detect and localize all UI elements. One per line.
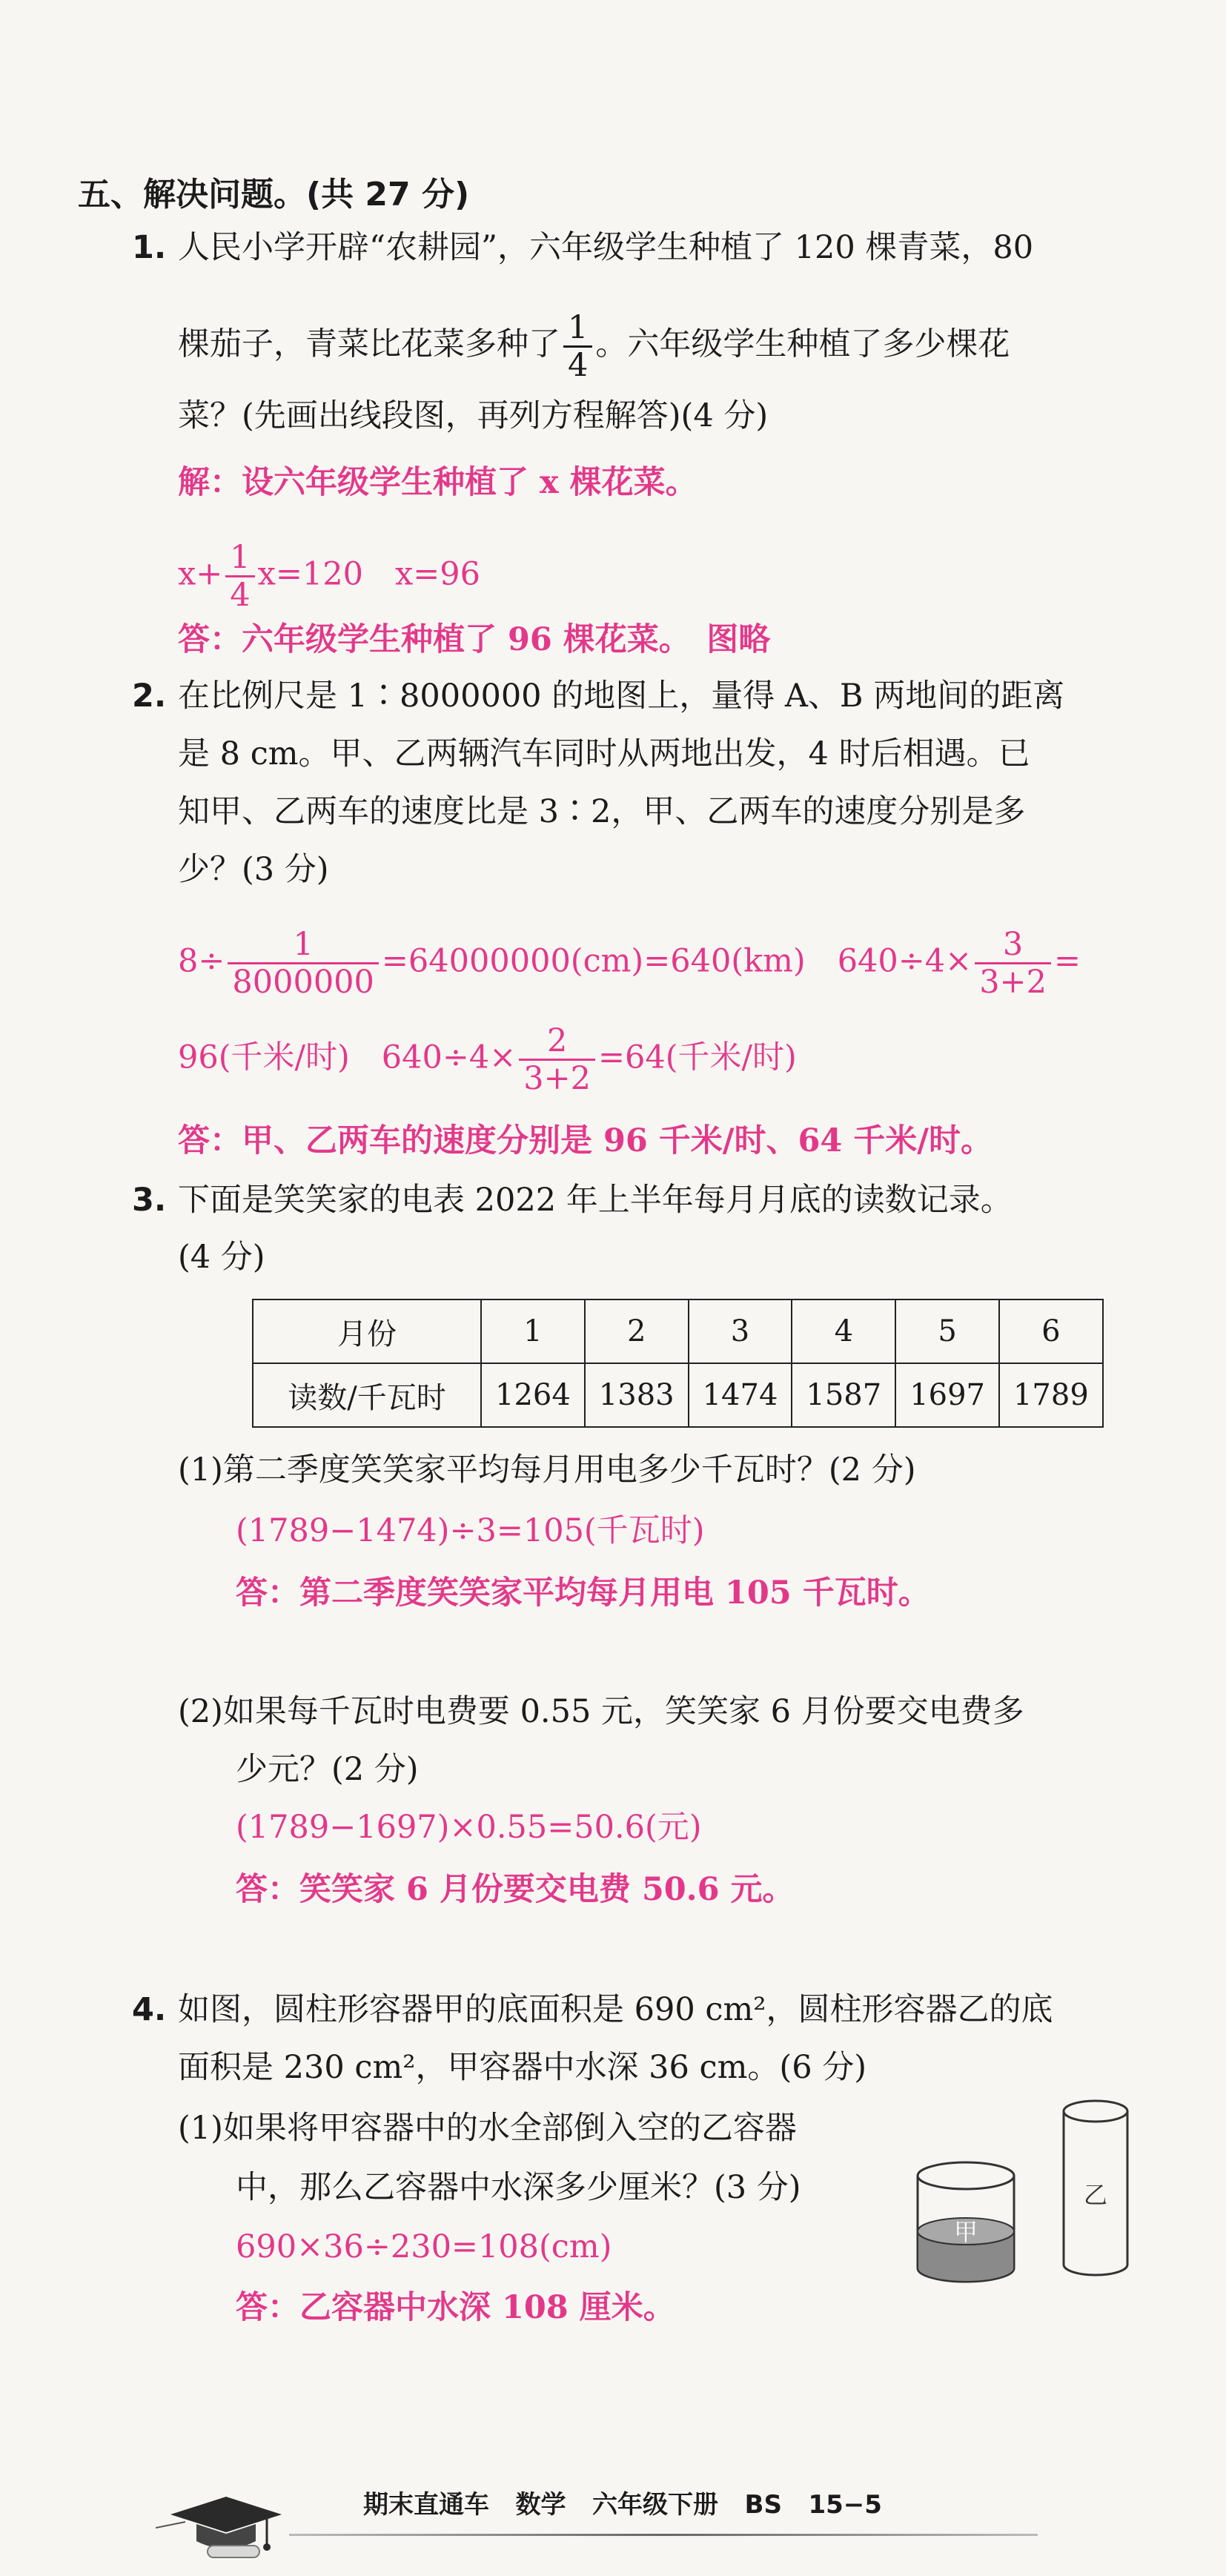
graduation-cap-icon [156,2483,289,2565]
q3-line2: (4 分) [178,1239,265,1276]
cylinder-figure [904,2090,1149,2291]
table-cell: 1587 [792,1363,895,1427]
q2-equation-1: 8÷ $\frac{1}{8000000}$ =64000000(cm)=640(km) 640÷4× $\frac{3}{3+2}$ = [178,926,1081,1001]
table-row [253,1363,1103,1427]
q3-part1-equation: (1789−1474)÷3=105(千瓦时) [236,1512,705,1549]
q3-number: 3. [132,1182,167,1219]
footer-text [363,2482,882,2528]
q3-part2-answer: 答：笑笑家 6 月份要交电费 50.6 元。 [236,1871,795,1908]
q4-number: 4. [132,1991,167,2028]
q2-equation-2: 96(千米/时) 640÷4× $\frac{2}{3+2}$ =64(千米/时) [178,1022,797,1097]
q2-line4: 少？(3 分) [178,851,329,888]
q2-answer: 答：甲、乙两车的速度分别是 96 千米/时、64 千米/时。 [178,1122,993,1159]
table-cell: 1383 [585,1363,689,1427]
q2-line3: 知甲、乙两车的速度比是 3∶2，甲、乙两车的速度分别是多 [178,793,1026,830]
table-cell: 1264 [481,1363,585,1427]
page-footer [0,2476,1226,2576]
table-header-month: 月份 [253,1299,481,1363]
q2-line2: 是 8 cm。甲、乙两辆汽车同时从两地出发，4 时后相遇。已 [178,735,1030,772]
footer-grade: 六年级下册 [592,2490,719,2520]
table-row [253,1299,1103,1363]
q3-part1-answer: 答：第二季度笑笑家平均每月用电 105 千瓦时。 [236,1575,930,1612]
q1-number: 1. [132,229,167,266]
q1-line3: 菜？(先画出线段图，再列方程解答)(4 分) [178,397,769,434]
table-cell: 6 [999,1299,1103,1363]
table-cell: 2 [585,1299,689,1363]
q3-part2-line1: (2)如果每千瓦时电费要 0.55 元，笑笑家 6 月份要交电费多 [178,1693,1024,1730]
q3-part2-equation: (1789−1697)×0.55=50.6(元) [236,1809,702,1846]
q4-line1: 如图，圆柱形容器甲的底面积是 690 cm²，圆柱形容器乙的底 [178,1991,1053,2028]
q1-line1: 人民小学开辟“农耕园”，六年级学生种植了 120 棵青菜，80 [178,229,1034,266]
q1-equation: x+ $\frac{1}{4}$ x=120 x=96 [178,539,480,614]
cylinder-a [918,2162,1014,2282]
q3-part2-line2: 少元？(2 分) [236,1751,419,1788]
q4-part1-equation: 690×36÷230=108(cm) [236,2228,612,2265]
table-cell: 5 [895,1299,999,1363]
table-cell: 4 [792,1299,895,1363]
footer-book: 期末直通车 [363,2490,489,2520]
table-cell: 3 [689,1299,792,1363]
q4-line2: 面积是 230 cm²，甲容器中水深 36 cm。(6 分) [178,2049,867,2086]
q4-part1-answer: 答：乙容器中水深 108 厘米。 [236,2289,675,2326]
q2-line1: 在比例尺是 1∶8000000 的地图上，量得 A、B 两地间的距离 [178,678,1065,715]
q1-fraction: $\frac{1}{4}$ [563,310,592,383]
q1-answer: 答：六年级学生种植了 96 棵花菜。 图略 [178,621,771,658]
table-cell: 1697 [895,1363,999,1427]
cylinder-b [1064,2101,1127,2275]
table-cell: 1474 [689,1363,792,1427]
q4-part1-line2: 中，那么乙容器中水深多少厘米？(3 分) [236,2169,801,2206]
cylinder-b-label: 乙 [1083,2181,1108,2209]
q1-line2: 棵茄子，青菜比花菜多种了 $\frac{1}{4}$ 。六年级学生种植了多少棵花 [178,309,1010,384]
table-header-reading: 读数/千瓦时 [253,1363,481,1427]
table-cell: 1789 [999,1363,1103,1427]
q4-part1-line1: (1)如果将甲容器中的水全部倒入空的乙容器 [178,2110,797,2147]
footer-rule [289,2534,1038,2536]
meter-reading-table [252,1299,1104,1428]
q1-answer-let: 解：设六年级学生种植了 x 棵花菜。 [178,464,698,501]
cylinder-a-label: 甲 [953,2218,978,2246]
footer-edition: BS [744,2490,782,2520]
footer-page: 15−5 [808,2490,882,2520]
section-title: 五、解决问题。(共 27 分) [78,176,470,213]
q3-line1: 下面是笑笑家的电表 2022 年上半年每月月底的读数记录。 [178,1182,1013,1219]
table-cell: 1 [481,1299,585,1363]
q2-number: 2. [132,678,167,715]
q3-part1: (1)第二季度笑笑家平均每月用电多少千瓦时？(2 分) [178,1451,916,1489]
footer-subject: 数学 [515,2490,566,2520]
